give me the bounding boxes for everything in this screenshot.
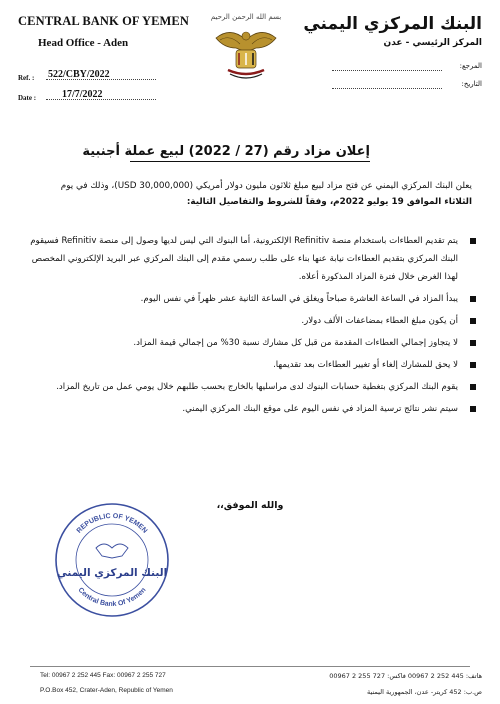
eagle-emblem-icon [206,8,286,88]
ref-label: Ref. : [18,74,35,82]
date-row [18,89,103,102]
bullet-square-icon [470,362,476,368]
footer-tel-fax-ar: هاتف: 445 252 2 00967 فاكس: 727 255 2 00967 [329,672,482,680]
bullet-square-icon [470,296,476,302]
footer-divider [30,666,470,667]
letterhead-arabic [303,14,482,88]
list-item [22,378,478,396]
closing-phrase: والله الموفق،، [216,500,284,511]
intro-line-1: يعلن البنك المركزي اليمني عن فتح مزاد لبيع مبلغ ثلاثون مليون دولار أمريكي (USD 30,000,000)، وذلك في يوم [60,181,472,191]
list-item [22,290,478,308]
office-arabic: المركز الرئيسي - عدن [383,38,482,48]
bullet-square-icon [470,406,476,412]
notice-title: إعلان مزاد رقم (27 / 2022) لبيع عملة أجنبية [130,144,370,162]
list-item [22,232,478,286]
ar-ref-row [322,62,482,70]
list-item-text: أن يكون مبلغ العطاء بمضاعفات الألف دولار. [301,316,458,326]
stamp-center-text: البنك المركزي اليمني [56,567,168,579]
date-label: Date : [18,94,37,102]
ref-row [18,69,110,82]
bank-name-english: CENTRAL BANK OF YEMEN [18,14,189,28]
ar-date-row [322,80,482,88]
list-item [22,312,478,330]
list-item-text: يتم تقديم العطاءات باستخدام منصة Refinitiv الإلكترونية، أما البنوك التي ليس لديها وصول إلى منصة Refinitiv فسيقوم البنك المركزي بتقديم العطاءات نيابة عنها بناء على طلب رسمي مقدم إلى البنك المركزي عبر البريد الإلكتروني المخصص لهذا الغرض خلال فترة المزاد المذكورة أعلاه. [30,236,458,282]
list-item-text: يقوم البنك المركزي بتغطية حسابات البنوك لدى مراسليها بالخارج بحسب طلبهم خلال يومي عمل من تاريخ المزاد. [56,382,458,392]
stamp-ring-bottom: Central Bank Of Yemen [76,586,148,609]
list-item [22,400,478,418]
list-item-text: لا يحق للمشارك إلغاء أو تغيير العطاءات بعد تقديمها. [273,360,458,370]
date-value: 17/7/2022 [62,89,103,100]
ref-dotted-line [46,79,156,80]
bullet-square-icon [470,384,476,390]
office-english: Head Office - Aden [38,37,129,49]
ar-date-dotted-line [332,88,442,89]
footer-address-en: P.O.Box 452, Crater-Aden, Republic of Yemen [40,687,173,694]
ar-date-label: التاريخ: [461,80,482,88]
ar-ref-label: المرجع: [459,62,482,70]
bullet-square-icon [470,238,476,244]
emblem-basmala: بسم الله الرحمن الرحيم [210,13,282,21]
ar-ref-dotted-line [332,70,442,71]
footer-english [40,672,173,702]
terms-list [22,232,478,422]
bullet-square-icon [470,318,476,324]
list-item [22,334,478,352]
bank-name-arabic: البنك المركزي اليمني [303,14,482,34]
stamp-ring-top: REPUBLIC OF YEMEN [75,512,149,535]
official-stamp-icon [52,500,172,620]
date-dotted-line [46,99,156,100]
list-item [22,356,478,374]
list-item-text: يبدأ المزاد في الساعة العاشرة صباحاً ويغلق في الساعة الثانية عشر ظهراً في نفس اليوم. [140,294,458,304]
ref-value: 522/CBY/2022 [48,69,110,80]
footer-tel-fax-en: Tel: 00967 2 252 445 Fax: 00967 2 255 727 [40,672,166,679]
footer-address-ar: ص.ب: 452 كريتر- عدن، الجمهورية اليمنية [367,688,482,696]
footer-arabic [329,672,482,704]
letterhead-english [18,14,189,102]
intro-line-2: الثلاثاء الموافق 19 يوليو 2022م، وفقاً للشروط والتفاصيل التالية: [186,197,472,207]
bullet-square-icon [470,340,476,346]
list-item-text: سيتم نشر نتائج ترسية المزاد في نفس اليوم على موقع البنك المركزي اليمني. [182,404,458,414]
list-item-text: لا يتجاوز إجمالي العطاءات المقدمة من قبل كل مشارك نسبة 30% من إجمالي قيمة المزاد. [133,338,458,348]
notice-intro [28,178,472,210]
